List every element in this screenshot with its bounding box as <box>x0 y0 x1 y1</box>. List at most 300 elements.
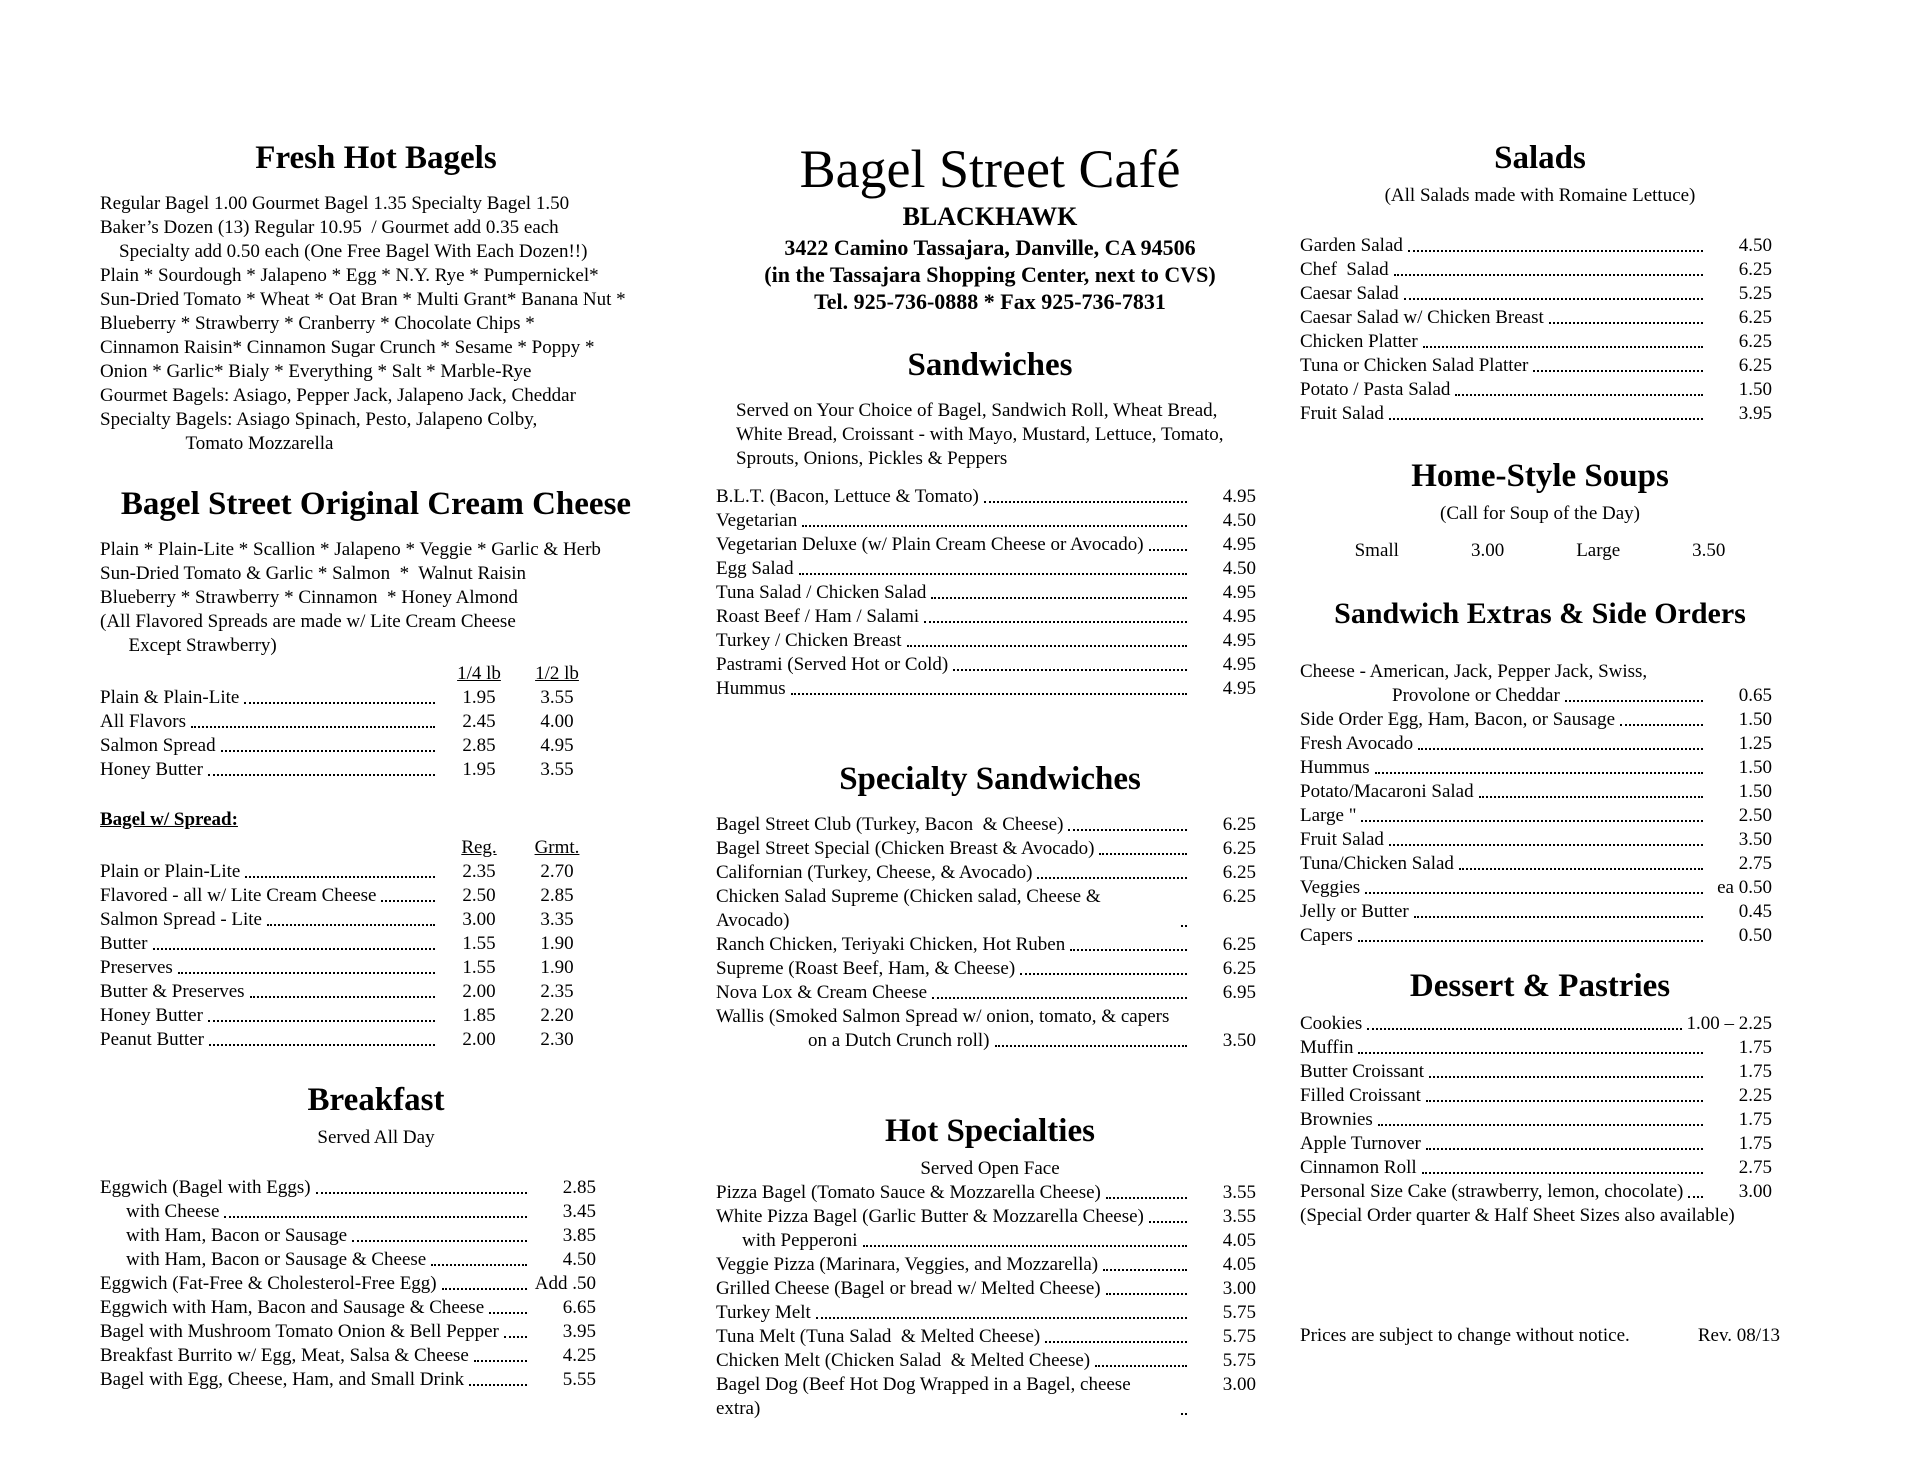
item-label: Fruit Salad <box>1300 403 1384 424</box>
item-price: 1.50 <box>1738 379 1772 400</box>
cream-cheese-text <box>100 538 652 658</box>
menu-item <box>1300 876 1772 900</box>
item-label: Salmon Spread <box>100 735 216 756</box>
text-line: Served on Your Choice of Bagel, Sandwich Roll, Wheat Bread, <box>736 400 1218 421</box>
dotted-leader <box>316 1192 527 1194</box>
item-price-col2: 2.70 <box>540 861 574 882</box>
item-label: Fruit Salad <box>1300 829 1384 850</box>
item-price: 5.55 <box>562 1369 596 1390</box>
item-price: 0.45 <box>1738 901 1772 922</box>
item-price: 4.50 <box>562 1249 596 1270</box>
dotted-leader <box>1389 844 1703 846</box>
menu-item <box>1300 1108 1772 1132</box>
menu-item-line <box>716 885 1256 933</box>
item-label: Veggie Pizza (Marinara, Veggies, and Mozzarella) <box>716 1254 1099 1275</box>
dotted-leader <box>1045 1341 1187 1343</box>
item-price: 1.00 – 2.25 <box>1686 1013 1772 1034</box>
item-label: Eggwich (Fat-Free & Cholesterol-Free Egg) <box>100 1273 437 1294</box>
dotted-leader <box>995 1045 1187 1047</box>
fresh-hot-bagels-text <box>100 192 652 456</box>
subsection-title-bagel-w-spread: Bagel w/ Spread: <box>100 809 238 830</box>
item-price: 5.75 <box>1222 1350 1256 1371</box>
menu-item <box>716 861 1256 885</box>
section-title-fresh-hot-bagels: Fresh Hot Bagels <box>255 140 497 176</box>
menu-item <box>100 1248 596 1272</box>
price-table-header <box>100 836 596 860</box>
item-price-col1: 3.00 <box>462 909 496 930</box>
item-label: Jelly or Butter <box>1300 901 1409 922</box>
item-label: Chef Salad <box>1300 259 1389 280</box>
price-table-row <box>100 734 596 758</box>
menu-item <box>716 581 1256 605</box>
center-column <box>716 138 1264 1421</box>
menu-item-line <box>100 1320 596 1344</box>
item-label: Apple Turnover <box>1300 1133 1421 1154</box>
menu-item-line <box>1300 1036 1772 1060</box>
item-price: 3.55 <box>1222 1206 1256 1227</box>
dotted-leader <box>1426 1100 1703 1102</box>
text-line: White Bread, Croissant - with Mayo, Mustard, Lettuce, Tomato, <box>736 424 1224 445</box>
menu-item <box>1300 660 1772 708</box>
cream-cheese-price-table <box>100 662 652 782</box>
menu-item-line <box>100 1248 596 1272</box>
item-price: 4.95 <box>1222 486 1256 507</box>
item-price-col1: 1.85 <box>462 1005 496 1026</box>
menu-item-line <box>100 1296 596 1320</box>
menu-item <box>1300 282 1772 306</box>
dotted-leader <box>245 876 435 878</box>
item-price: 2.85 <box>562 1177 596 1198</box>
dotted-leader <box>1375 772 1703 774</box>
item-price: 3.00 <box>1222 1278 1256 1299</box>
left-column <box>100 138 652 1392</box>
menu-item <box>1300 234 1772 258</box>
menu-item-line <box>1300 1132 1772 1156</box>
dotted-leader <box>208 1020 435 1022</box>
menu-item-line <box>100 1224 596 1248</box>
menu-item-line <box>100 1200 596 1224</box>
menu-item <box>1300 852 1772 876</box>
item-label: Honey Butter <box>100 1005 203 1026</box>
dotted-leader <box>924 621 1187 623</box>
item-price: 1.75 <box>1738 1109 1772 1130</box>
section-title-sandwich-extras: Sandwich Extras & Side Orders <box>1334 597 1746 630</box>
soup-small-label: Small <box>1354 540 1399 561</box>
dotted-leader <box>863 1245 1187 1247</box>
hot-specialties-items <box>716 1181 1264 1421</box>
item-label: Provolone or Cheddar <box>1392 685 1560 706</box>
item-price-col1: 2.00 <box>462 981 496 1002</box>
item-price: 1.50 <box>1738 781 1772 802</box>
dotted-leader <box>1426 1148 1703 1150</box>
menu-item <box>1300 756 1772 780</box>
section-title-soups: Home-Style Soups <box>1411 458 1669 494</box>
dotted-leader <box>352 1240 527 1242</box>
dotted-leader <box>799 573 1187 575</box>
item-label: Vegetarian Deluxe (w/ Plain Cream Cheese or Avocado) <box>716 534 1144 555</box>
item-price: 3.85 <box>562 1225 596 1246</box>
dotted-leader <box>907 645 1187 647</box>
menu-item <box>1300 1132 1772 1156</box>
item-price-col1: 2.85 <box>462 735 496 756</box>
item-label: Butter & Preserves <box>100 981 245 1002</box>
menu-item <box>1300 780 1772 804</box>
item-label: Wallis (Smoked Salmon Spread w/ onion, tomato, & capers <box>716 1006 1170 1027</box>
menu-item <box>100 1200 596 1224</box>
price-table-row <box>100 980 596 1004</box>
menu-item-line <box>100 1368 596 1392</box>
item-price: 5.25 <box>1738 283 1772 304</box>
restaurant-location: BLACKHAWK <box>902 202 1078 231</box>
item-label: Supreme (Roast Beef, Ham, & Cheese) <box>716 958 1016 979</box>
menu-item-line <box>716 1205 1256 1229</box>
item-price-col1: 1.95 <box>462 687 496 708</box>
item-price: 4.50 <box>1222 510 1256 531</box>
dotted-leader <box>191 726 435 728</box>
menu-item <box>1300 330 1772 354</box>
item-label: Turkey Melt <box>716 1302 811 1323</box>
menu-item-line <box>716 677 1256 701</box>
menu-item <box>1300 402 1772 426</box>
item-price: 4.25 <box>562 1345 596 1366</box>
menu-item-line <box>716 485 1256 509</box>
item-price: 4.95 <box>1222 582 1256 603</box>
menu-item-line <box>716 861 1256 885</box>
item-label: Bagel Dog (Beef Hot Dog Wrapped in a Bagel, cheese extra) <box>716 1374 1136 1419</box>
menu-item-line <box>1300 876 1772 900</box>
dotted-leader <box>1020 973 1187 975</box>
item-label: Hummus <box>716 678 786 699</box>
item-price: 0.65 <box>1738 685 1772 706</box>
item-label: Hummus <box>1300 757 1370 778</box>
revision-date: Rev. 08/13 <box>1697 1325 1780 1346</box>
item-label: Tuna/Chicken Salad <box>1300 853 1454 874</box>
dotted-leader <box>984 501 1187 503</box>
column-header-regular: Reg. <box>461 837 497 858</box>
item-price: 4.05 <box>1222 1230 1256 1251</box>
dotted-leader <box>1149 549 1187 551</box>
restaurant-phone-fax: Tel. 925-736-0888 * Fax 925-736-7831 <box>814 289 1166 314</box>
bagel-w-spread-price-table <box>100 836 652 1052</box>
menu-item <box>100 1296 596 1320</box>
item-label: Eggwich (Bagel with Eggs) <box>100 1177 311 1198</box>
menu-item-line <box>716 813 1256 837</box>
price-table-header <box>100 662 596 686</box>
dotted-leader <box>469 1384 527 1386</box>
item-label: Butter <box>100 933 148 954</box>
menu-item <box>1300 828 1772 852</box>
item-price: 3.95 <box>1738 403 1772 424</box>
section-title-specialty-sandwiches: Specialty Sandwiches <box>839 761 1141 797</box>
text-line: Sun-Dried Tomato * Wheat * Oat Bran * Multi Grant* Banana Nut * <box>100 289 626 310</box>
soup-prices-row <box>1300 538 1780 564</box>
menu-item <box>716 933 1256 957</box>
section-title-hot-specialties: Hot Specialties <box>885 1113 1095 1149</box>
dotted-leader <box>816 1317 1187 1319</box>
menu-item-line <box>1300 258 1772 282</box>
text-line: Sprouts, Onions, Pickles & Peppers <box>736 448 1008 469</box>
dotted-leader <box>1422 1172 1703 1174</box>
menu-item-line <box>716 1373 1256 1421</box>
menu-item <box>716 557 1256 581</box>
dotted-leader <box>953 669 1187 671</box>
menu-item-line <box>716 1325 1256 1349</box>
dotted-leader <box>221 750 435 752</box>
item-label: Large " <box>1300 805 1357 826</box>
menu-item <box>716 885 1256 933</box>
dotted-leader <box>1095 1365 1187 1367</box>
price-table-row <box>100 884 596 908</box>
dotted-leader <box>1620 724 1703 726</box>
text-line: Tomato Mozzarella <box>100 433 334 454</box>
dotted-leader <box>1408 250 1703 252</box>
menu-item-line <box>1300 402 1772 426</box>
dotted-leader <box>1389 418 1703 420</box>
item-label: Bagel with Mushroom Tomato Onion & Bell Pepper <box>100 1321 499 1342</box>
item-label: Garden Salad <box>1300 235 1403 256</box>
item-price: 5.75 <box>1222 1302 1256 1323</box>
item-price: 6.25 <box>1738 331 1772 352</box>
item-label: All Flavors <box>100 711 187 732</box>
menu-item <box>716 981 1256 1005</box>
item-price: 6.95 <box>1222 982 1256 1003</box>
restaurant-address: 3422 Camino Tassajara, Danville, CA 94506 <box>784 235 1196 260</box>
dotted-leader <box>1365 892 1703 894</box>
item-label: with Ham, Bacon or Sausage & Cheese <box>126 1249 427 1270</box>
item-price: 1.75 <box>1738 1061 1772 1082</box>
footer <box>1300 1324 1780 1348</box>
text-line: Specialty Bagels: Asiago Spinach, Pesto, Jalapeno Colby, <box>100 409 538 430</box>
price-table-row <box>100 860 596 884</box>
item-price-col1: 2.45 <box>462 711 496 732</box>
dotted-leader <box>153 948 436 950</box>
item-price: 6.25 <box>1222 814 1256 835</box>
menu-item-continuation <box>1300 684 1772 708</box>
item-price: Add .50 <box>534 1273 596 1294</box>
menu-item <box>716 837 1256 861</box>
menu-item <box>716 1373 1256 1421</box>
section-title-desserts: Dessert & Pastries <box>1409 968 1671 1004</box>
menu-item <box>1300 1012 1772 1036</box>
sandwich-extras-items <box>1300 660 1780 948</box>
price-change-notice: Prices are subject to change without notice. <box>1300 1325 1630 1346</box>
restaurant-address-detail: (in the Tassajara Shopping Center, next to CVS) <box>764 262 1216 287</box>
menu-item-line <box>1300 900 1772 924</box>
item-label: Veggies <box>1300 877 1361 898</box>
dotted-leader <box>1394 274 1703 276</box>
menu-item-line <box>1300 330 1772 354</box>
text-line: Regular Bagel 1.00 Gourmet Bagel 1.35 Specialty Bagel 1.50 <box>100 193 570 214</box>
column-header-gourmet: Grmt. <box>534 837 580 858</box>
menu-item <box>716 485 1256 509</box>
item-price: 4.95 <box>1222 678 1256 699</box>
item-label: with Ham, Bacon or Sausage <box>126 1225 348 1246</box>
item-price: 2.75 <box>1738 1157 1772 1178</box>
dotted-leader <box>1103 1269 1187 1271</box>
menu-item-line <box>716 933 1256 957</box>
item-price: 6.25 <box>1222 838 1256 859</box>
dotted-leader <box>504 1336 527 1338</box>
item-label: Breakfast Burrito w/ Egg, Meat, Salsa & Cheese <box>100 1345 469 1366</box>
item-label: with Cheese <box>126 1201 220 1222</box>
menu-item-line <box>1300 1012 1772 1036</box>
item-label: Fresh Avocado <box>1300 733 1414 754</box>
menu-item <box>1300 804 1772 828</box>
item-label: Cookies <box>1300 1013 1363 1034</box>
menu-item-line <box>716 1181 1256 1205</box>
text-line: (All Flavored Spreads are made w/ Lite Cream Cheese <box>100 611 516 632</box>
dotted-leader <box>250 996 435 998</box>
text-line: Plain * Sourdough * Jalapeno * Egg * N.Y. Rye * Pumpernickel* <box>100 265 599 286</box>
menu-item <box>1300 1180 1772 1204</box>
item-label: with Pepperoni <box>742 1230 858 1251</box>
text-line: Cinnamon Raisin* Cinnamon Sugar Crunch * Sesame * Poppy * <box>100 337 595 358</box>
sandwiches-items <box>716 485 1264 701</box>
menu-item-line <box>716 557 1256 581</box>
text-line: Plain * Plain-Lite * Scallion * Jalapeno * Veggie * Garlic & Herb <box>100 539 601 560</box>
dotted-leader <box>1418 748 1703 750</box>
menu-item-line <box>100 1344 596 1368</box>
menu-item <box>100 1224 596 1248</box>
item-label: Eggwich with Ham, Bacon and Sausage & Cheese <box>100 1297 485 1318</box>
menu-item-line <box>716 653 1256 677</box>
item-price: 6.25 <box>1222 934 1256 955</box>
dotted-leader <box>1565 700 1703 702</box>
item-label: Nova Lox & Cream Cheese <box>716 982 928 1003</box>
item-price-col2: 2.20 <box>540 1005 574 1026</box>
restaurant-name: Bagel Street Café <box>799 139 1181 199</box>
dotted-leader <box>1404 298 1703 300</box>
item-label: Plain & Plain-Lite <box>100 687 240 708</box>
item-price: 4.50 <box>1222 558 1256 579</box>
item-price: 6.25 <box>1222 886 1256 907</box>
menu-item-line <box>1300 1084 1772 1108</box>
menu-item-line <box>100 1176 596 1200</box>
item-price: 4.95 <box>1222 630 1256 651</box>
menu-item-line <box>716 1277 1256 1301</box>
menu-item-line <box>1300 756 1772 780</box>
price-table-row <box>100 908 596 932</box>
dotted-leader <box>489 1312 527 1314</box>
menu-item <box>716 653 1256 677</box>
desserts-items <box>1300 1012 1780 1228</box>
item-label: Ranch Chicken, Teriyaki Chicken, Hot Ruben <box>716 934 1066 955</box>
item-price: 1.75 <box>1738 1037 1772 1058</box>
item-price: 6.25 <box>1738 355 1772 376</box>
dotted-leader <box>1367 1028 1681 1030</box>
dotted-leader <box>1070 949 1187 951</box>
price-table-row <box>100 686 596 710</box>
item-price-col2: 1.90 <box>540 957 574 978</box>
item-price: 6.25 <box>1738 259 1772 280</box>
dotted-leader <box>431 1264 527 1266</box>
item-label: Chicken Platter <box>1300 331 1418 352</box>
item-price: 3.55 <box>1222 1182 1256 1203</box>
item-price: 3.50 <box>1738 829 1772 850</box>
dotted-leader <box>442 1288 527 1290</box>
item-label: Cheese - American, Jack, Pepper Jack, Swiss, <box>1300 661 1648 682</box>
dotted-leader <box>1358 1052 1703 1054</box>
item-price: 4.05 <box>1222 1254 1256 1275</box>
item-label: Muffin <box>1300 1037 1354 1058</box>
menu-item-line <box>1300 804 1772 828</box>
item-label: Side Order Egg, Ham, Bacon, or Sausage <box>1300 709 1616 730</box>
dotted-leader <box>381 900 435 902</box>
bagel-w-spread-table-rows <box>100 860 596 1052</box>
menu-item-line <box>1300 234 1772 258</box>
item-price: 0.50 <box>1738 925 1772 946</box>
text-line: Onion * Garlic* Bialy * Everything * Salt * Marble-Rye <box>100 361 532 382</box>
dotted-leader <box>1181 925 1187 927</box>
item-label: Potato / Pasta Salad <box>1300 379 1451 400</box>
menu-item-line <box>716 1229 1256 1253</box>
menu-item-line <box>1300 306 1772 330</box>
item-label: Filled Croissant <box>1300 1085 1421 1106</box>
item-label: Californian (Turkey, Cheese, & Avocado) <box>716 862 1033 883</box>
item-label: Capers <box>1300 925 1353 946</box>
menu-item <box>716 605 1256 629</box>
dotted-leader <box>1479 796 1703 798</box>
menu-item <box>716 1229 1256 1253</box>
item-label: Tuna Salad / Chicken Salad <box>716 582 927 603</box>
item-price: 3.45 <box>562 1201 596 1222</box>
menu-item-line <box>716 605 1256 629</box>
breakfast-items <box>100 1176 652 1392</box>
item-label: Plain or Plain-Lite <box>100 861 241 882</box>
item-label: Pastrami (Served Hot or Cold) <box>716 654 949 675</box>
item-label: Preserves <box>100 957 173 978</box>
column-header-quarter-lb: 1/4 lb <box>457 663 501 684</box>
menu-item <box>100 1344 596 1368</box>
menu-item <box>100 1176 596 1200</box>
text-line: Except Strawberry) <box>100 635 277 656</box>
section-title-breakfast: Breakfast <box>307 1082 445 1118</box>
item-label: Chicken Melt (Chicken Salad & Melted Cheese) <box>716 1350 1091 1371</box>
menu-item-line <box>1300 780 1772 804</box>
dotted-leader <box>178 972 435 974</box>
dotted-leader <box>267 924 435 926</box>
text-line: Specialty add 0.50 each (One Free Bagel With Each Dozen!!) <box>100 241 588 262</box>
item-label: Caesar Salad <box>1300 283 1399 304</box>
item-label: Roast Beef / Ham / Salami <box>716 606 920 627</box>
section-title-sandwiches: Sandwiches <box>907 347 1073 383</box>
menu-item-line <box>1300 1060 1772 1084</box>
item-label: Salmon Spread - Lite <box>100 909 262 930</box>
dotted-leader <box>1459 868 1703 870</box>
soup-large-label: Large <box>1576 540 1621 561</box>
menu-item-line <box>716 837 1256 861</box>
menu-item-line <box>716 981 1256 1005</box>
dotted-leader <box>1414 916 1703 918</box>
menu-item-line <box>716 581 1256 605</box>
menu-item-line <box>1300 1108 1772 1132</box>
menu-item <box>716 1181 1256 1205</box>
menu-item <box>1300 378 1772 402</box>
sandwiches-description <box>716 399 1264 471</box>
dotted-leader <box>244 702 435 704</box>
item-label: Vegetarian <box>716 510 798 531</box>
menu-item <box>716 509 1256 533</box>
price-table-row <box>100 932 596 956</box>
item-price: 5.75 <box>1222 1326 1256 1347</box>
menu-item <box>100 1272 596 1296</box>
item-price-col2: 3.55 <box>540 759 574 780</box>
breakfast-subtitle: Served All Day <box>317 1127 435 1148</box>
column-header-half-lb: 1/2 lb <box>535 663 579 684</box>
item-price-col1: 1.55 <box>462 957 496 978</box>
soup-small-price: 3.00 <box>1470 540 1505 561</box>
item-price: 1.25 <box>1738 733 1772 754</box>
